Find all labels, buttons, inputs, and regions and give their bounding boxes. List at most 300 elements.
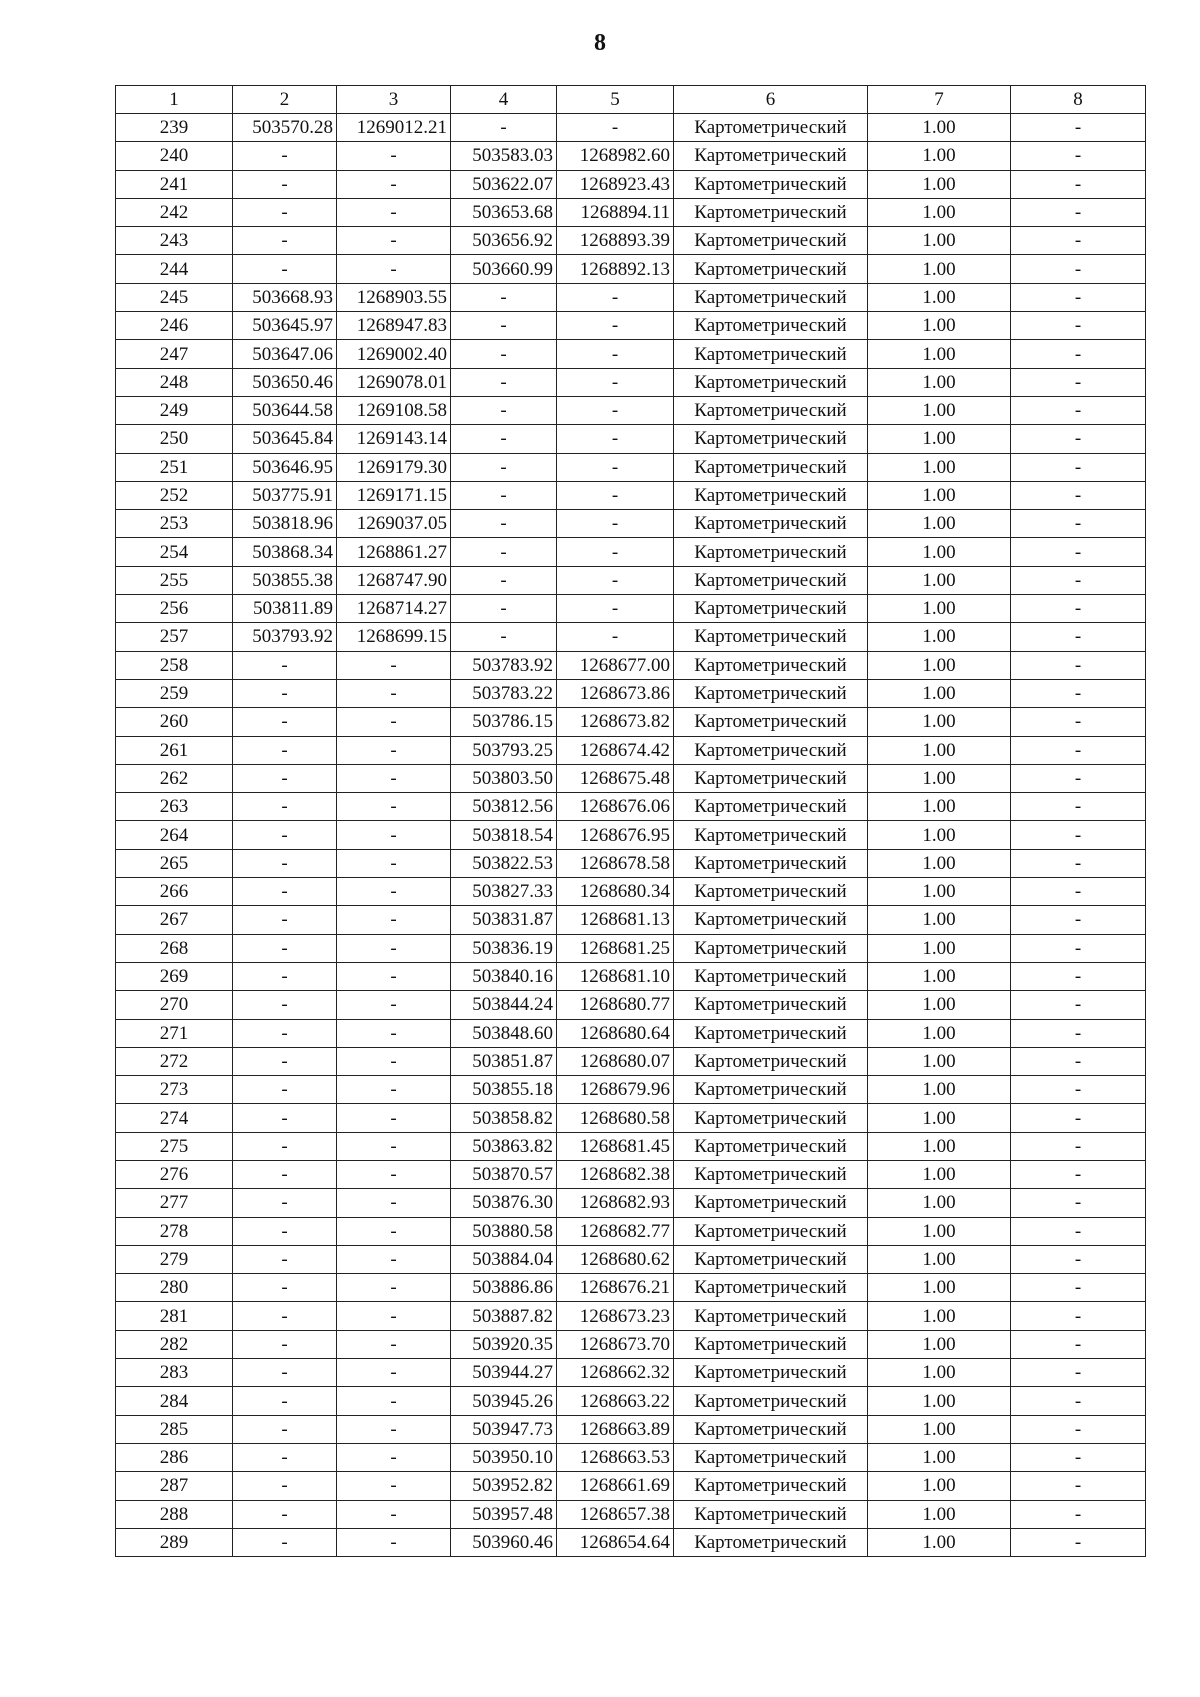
table-cell: 503783.92 <box>451 651 557 679</box>
table-cell: 1.00 <box>868 481 1011 509</box>
table-cell: 273 <box>116 1076 233 1104</box>
table-cell: - <box>1011 425 1146 453</box>
table-cell: - <box>451 283 557 311</box>
table-cell: - <box>1011 1076 1146 1104</box>
table-row <box>116 1019 1146 1047</box>
table-cell: 243 <box>116 227 233 255</box>
table-cell: 1268657.38 <box>557 1500 674 1528</box>
table-cell: 1268676.06 <box>557 793 674 821</box>
table-row <box>116 198 1146 226</box>
table-row <box>116 425 1146 453</box>
table-cell: - <box>233 1415 337 1443</box>
table-cell: 503855.18 <box>451 1076 557 1104</box>
table-cell: 503863.82 <box>451 1132 557 1160</box>
table-cell: 1268654.64 <box>557 1528 674 1556</box>
table-cell: 1.00 <box>868 651 1011 679</box>
table-cell: 241 <box>116 170 233 198</box>
table-cell: - <box>1011 1302 1146 1330</box>
table-cell: 1269108.58 <box>337 396 451 424</box>
table-cell: - <box>557 538 674 566</box>
table-cell: 1.00 <box>868 1330 1011 1358</box>
table-cell: 1268699.15 <box>337 623 451 651</box>
table-cell: 275 <box>116 1132 233 1160</box>
table-cell: - <box>337 142 451 170</box>
table-cell: 1269078.01 <box>337 368 451 396</box>
table-cell: Картометрический <box>674 425 868 453</box>
table-cell: 1.00 <box>868 1076 1011 1104</box>
table-cell: 1.00 <box>868 396 1011 424</box>
table-cell: 503947.73 <box>451 1415 557 1443</box>
table-cell: 1268681.13 <box>557 906 674 934</box>
table-cell: 503656.92 <box>451 227 557 255</box>
table-cell: Картометрический <box>674 255 868 283</box>
table-cell: - <box>233 906 337 934</box>
table-cell: - <box>337 1076 451 1104</box>
table-cell: 287 <box>116 1472 233 1500</box>
table-cell: 1.00 <box>868 227 1011 255</box>
table-row <box>116 340 1146 368</box>
table-cell: Картометрический <box>674 1330 868 1358</box>
table-cell: - <box>1011 198 1146 226</box>
table-cell: - <box>1011 736 1146 764</box>
table-cell: - <box>557 453 674 481</box>
table-cell: 251 <box>116 453 233 481</box>
table-cell: 1268673.70 <box>557 1330 674 1358</box>
table-cell: - <box>1011 1019 1146 1047</box>
table-cell: - <box>1011 1528 1146 1556</box>
table-cell: 265 <box>116 849 233 877</box>
table-cell: 1268680.34 <box>557 878 674 906</box>
table-cell: - <box>337 1019 451 1047</box>
table-cell: - <box>233 1047 337 1075</box>
table-cell: - <box>1011 1330 1146 1358</box>
table-cell: 503646.95 <box>233 453 337 481</box>
table-cell: 267 <box>116 906 233 934</box>
table-cell: 1.00 <box>868 312 1011 340</box>
table-cell: - <box>451 396 557 424</box>
table-cell: - <box>1011 255 1146 283</box>
table-cell: 503786.15 <box>451 708 557 736</box>
table-cell: - <box>451 623 557 651</box>
table-cell: - <box>233 198 337 226</box>
table-cell: 1268663.22 <box>557 1387 674 1415</box>
table-cell: - <box>1011 793 1146 821</box>
table-cell: 1268893.39 <box>557 227 674 255</box>
table-cell: - <box>337 1245 451 1273</box>
table-cell: - <box>451 481 557 509</box>
table-cell: - <box>1011 651 1146 679</box>
table-cell: 503844.24 <box>451 991 557 1019</box>
table-cell: - <box>557 368 674 396</box>
table-cell: - <box>1011 1274 1146 1302</box>
table-cell: Картометрический <box>674 1217 868 1245</box>
table-cell: - <box>451 340 557 368</box>
table-cell: - <box>1011 878 1146 906</box>
table-row <box>116 1217 1146 1245</box>
table-cell: Картометрический <box>674 1415 868 1443</box>
table-cell: - <box>1011 991 1146 1019</box>
table-cell: 503793.25 <box>451 736 557 764</box>
table-cell: - <box>337 878 451 906</box>
table-cell: 283 <box>116 1359 233 1387</box>
table-cell: - <box>337 1359 451 1387</box>
table-cell: 1268681.25 <box>557 934 674 962</box>
table-cell: Картометрический <box>674 708 868 736</box>
table-cell: 1.00 <box>868 1160 1011 1188</box>
table-cell: - <box>451 453 557 481</box>
table-cell: 1.00 <box>868 679 1011 707</box>
coordinates-table <box>115 85 1146 1557</box>
column-header: 2 <box>233 86 337 114</box>
table-cell: 1.00 <box>868 906 1011 934</box>
table-cell: - <box>337 1330 451 1358</box>
table-cell: - <box>233 962 337 990</box>
table-cell: 280 <box>116 1274 233 1302</box>
table-cell: 1268892.13 <box>557 255 674 283</box>
table-cell: 1.00 <box>868 849 1011 877</box>
table-cell: 254 <box>116 538 233 566</box>
page-number: 8 <box>594 30 606 56</box>
table-cell: - <box>337 1217 451 1245</box>
table-cell: Картометрический <box>674 1387 868 1415</box>
table-row <box>116 1047 1146 1075</box>
table-cell: 1268894.11 <box>557 198 674 226</box>
table-cell: 242 <box>116 198 233 226</box>
table-cell: - <box>557 396 674 424</box>
table-cell: - <box>1011 566 1146 594</box>
table-cell: 1268903.55 <box>337 283 451 311</box>
table-cell: - <box>233 1330 337 1358</box>
table-cell: 257 <box>116 623 233 651</box>
table-cell: 1268682.77 <box>557 1217 674 1245</box>
table-cell: 503884.04 <box>451 1245 557 1273</box>
table-row <box>116 227 1146 255</box>
table-cell: 1.00 <box>868 1217 1011 1245</box>
table-cell: 1.00 <box>868 962 1011 990</box>
table-row <box>116 396 1146 424</box>
table-cell: 1.00 <box>868 1104 1011 1132</box>
table-cell: 1.00 <box>868 1415 1011 1443</box>
table-cell: 1.00 <box>868 821 1011 849</box>
table-cell: - <box>1011 538 1146 566</box>
table-cell: Картометрический <box>674 312 868 340</box>
table-cell: Картометрический <box>674 623 868 651</box>
table-row <box>116 114 1146 142</box>
table-cell: 503775.91 <box>233 481 337 509</box>
column-header: 3 <box>337 86 451 114</box>
table-cell: - <box>233 1104 337 1132</box>
table-cell: 1268673.82 <box>557 708 674 736</box>
table-cell: 1.00 <box>868 1359 1011 1387</box>
table-cell: 503870.57 <box>451 1160 557 1188</box>
table-cell: - <box>1011 114 1146 142</box>
table-row <box>116 651 1146 679</box>
table-row <box>116 934 1146 962</box>
table-cell: - <box>1011 1443 1146 1471</box>
table-cell: Картометрический <box>674 481 868 509</box>
table-cell: Картометрический <box>674 1528 868 1556</box>
table-cell: 1268673.86 <box>557 679 674 707</box>
table-cell: 1.00 <box>868 255 1011 283</box>
table-cell: 503645.97 <box>233 312 337 340</box>
table-cell: 289 <box>116 1528 233 1556</box>
table-cell: - <box>337 1302 451 1330</box>
table-cell: 1268661.69 <box>557 1472 674 1500</box>
table-cell: - <box>233 1387 337 1415</box>
table-cell: - <box>233 1274 337 1302</box>
table-row <box>116 991 1146 1019</box>
table-cell: - <box>337 991 451 1019</box>
table-cell: 1269171.15 <box>337 481 451 509</box>
table-cell: - <box>233 1189 337 1217</box>
table-cell: - <box>557 283 674 311</box>
table-cell: - <box>337 708 451 736</box>
table-cell: 503886.86 <box>451 1274 557 1302</box>
table-cell: - <box>1011 1245 1146 1273</box>
table-cell: - <box>337 170 451 198</box>
table-cell: - <box>1011 1104 1146 1132</box>
table-cell: 276 <box>116 1160 233 1188</box>
table-cell: Картометрический <box>674 538 868 566</box>
table-cell: 1268947.83 <box>337 312 451 340</box>
table-cell: 1.00 <box>868 1302 1011 1330</box>
table-cell: - <box>1011 764 1146 792</box>
table-cell: 255 <box>116 566 233 594</box>
table-cell: - <box>1011 453 1146 481</box>
table-cell: - <box>337 255 451 283</box>
table-cell: 503840.16 <box>451 962 557 990</box>
table-cell: - <box>1011 368 1146 396</box>
table-cell: - <box>451 595 557 623</box>
table-cell: - <box>337 962 451 990</box>
table-cell: - <box>233 1217 337 1245</box>
table-cell: 1.00 <box>868 1245 1011 1273</box>
table-cell: 282 <box>116 1330 233 1358</box>
table-cell: - <box>233 255 337 283</box>
table-cell: - <box>1011 170 1146 198</box>
table-cell: Картометрический <box>674 1132 868 1160</box>
table-cell: 1268714.27 <box>337 595 451 623</box>
table-cell: 1.00 <box>868 878 1011 906</box>
table-cell: 1.00 <box>868 510 1011 538</box>
table-cell: - <box>233 764 337 792</box>
table-cell: 261 <box>116 736 233 764</box>
table-row <box>116 1500 1146 1528</box>
table-cell: Картометрический <box>674 764 868 792</box>
table-cell: 503880.58 <box>451 1217 557 1245</box>
table-cell: Картометрический <box>674 453 868 481</box>
table-cell: 503812.56 <box>451 793 557 821</box>
table-cell: 1268674.42 <box>557 736 674 764</box>
table-cell: - <box>233 878 337 906</box>
table-row <box>116 679 1146 707</box>
table-cell: 503622.07 <box>451 170 557 198</box>
table-cell: 244 <box>116 255 233 283</box>
table-cell: - <box>233 651 337 679</box>
table-cell: - <box>233 142 337 170</box>
table-cell: 1268681.45 <box>557 1132 674 1160</box>
table-cell: - <box>337 821 451 849</box>
table-cell: - <box>233 991 337 1019</box>
table-cell: 260 <box>116 708 233 736</box>
table-cell: - <box>233 1076 337 1104</box>
table-cell: - <box>337 227 451 255</box>
table-cell: 1268747.90 <box>337 566 451 594</box>
table-row <box>116 1330 1146 1358</box>
table-cell: Картометрический <box>674 227 868 255</box>
table-cell: 1268676.95 <box>557 821 674 849</box>
table-cell: 1.00 <box>868 1443 1011 1471</box>
table-row <box>116 764 1146 792</box>
table-cell: 503822.53 <box>451 849 557 877</box>
table-cell: 1268680.07 <box>557 1047 674 1075</box>
table-cell: - <box>1011 849 1146 877</box>
table-cell: 503783.22 <box>451 679 557 707</box>
table-cell: - <box>1011 821 1146 849</box>
table-cell: - <box>337 1472 451 1500</box>
table-row <box>116 538 1146 566</box>
table-cell: 503952.82 <box>451 1472 557 1500</box>
table-cell: - <box>451 425 557 453</box>
table-cell: - <box>233 1132 337 1160</box>
table-cell: 1.00 <box>868 453 1011 481</box>
table-cell: - <box>233 1160 337 1188</box>
table-row <box>116 708 1146 736</box>
table-cell: 1.00 <box>868 1528 1011 1556</box>
table-cell: - <box>337 1132 451 1160</box>
table-cell: 1268676.21 <box>557 1274 674 1302</box>
table-cell: - <box>233 1019 337 1047</box>
table-cell: - <box>233 736 337 764</box>
table-cell: - <box>1011 1189 1146 1217</box>
table-cell: 250 <box>116 425 233 453</box>
table-cell: 503811.89 <box>233 595 337 623</box>
table-cell: Картометрический <box>674 651 868 679</box>
table-cell: 503650.46 <box>233 368 337 396</box>
table-row <box>116 1302 1146 1330</box>
table-cell: 503644.58 <box>233 396 337 424</box>
table-row <box>116 255 1146 283</box>
table-cell: - <box>233 708 337 736</box>
table-cell: 1268861.27 <box>337 538 451 566</box>
table-cell: - <box>337 651 451 679</box>
table-cell: 1.00 <box>868 991 1011 1019</box>
table-row <box>116 1359 1146 1387</box>
table-cell: 1.00 <box>868 1387 1011 1415</box>
table-cell: - <box>1011 312 1146 340</box>
table-cell: - <box>557 481 674 509</box>
table-cell: 503855.38 <box>233 566 337 594</box>
table-cell: Картометрический <box>674 679 868 707</box>
table-cell: - <box>337 1104 451 1132</box>
table-cell: 1.00 <box>868 198 1011 226</box>
table-cell: - <box>337 1189 451 1217</box>
table-cell: - <box>557 623 674 651</box>
table-row <box>116 312 1146 340</box>
table-cell: 1268680.58 <box>557 1104 674 1132</box>
column-header: 6 <box>674 86 868 114</box>
table-cell: 1268662.32 <box>557 1359 674 1387</box>
table-cell: 503887.82 <box>451 1302 557 1330</box>
table-cell: - <box>1011 1132 1146 1160</box>
table-cell: Картометрический <box>674 1472 868 1500</box>
table-cell: 1268663.53 <box>557 1443 674 1471</box>
table-cell: 1.00 <box>868 1189 1011 1217</box>
table-cell: - <box>1011 1415 1146 1443</box>
table-cell: - <box>1011 962 1146 990</box>
table-row <box>116 1443 1146 1471</box>
table-cell: - <box>1011 340 1146 368</box>
table-cell: Картометрический <box>674 1104 868 1132</box>
table-cell: 1268680.77 <box>557 991 674 1019</box>
table-cell: - <box>557 312 674 340</box>
table-cell: Картометрический <box>674 1160 868 1188</box>
table-cell: Картометрический <box>674 510 868 538</box>
table-cell: Картометрический <box>674 340 868 368</box>
table-row <box>116 962 1146 990</box>
table-cell: 286 <box>116 1443 233 1471</box>
table-cell: 1268682.38 <box>557 1160 674 1188</box>
table-cell: Картометрический <box>674 736 868 764</box>
table-cell: 1.00 <box>868 1274 1011 1302</box>
table-cell: - <box>451 566 557 594</box>
table-cell: Картометрический <box>674 878 868 906</box>
table-row <box>116 510 1146 538</box>
table-cell: 503818.54 <box>451 821 557 849</box>
table-cell: Картометрический <box>674 793 868 821</box>
column-header: 4 <box>451 86 557 114</box>
table-cell: 258 <box>116 651 233 679</box>
table-cell: 1268680.62 <box>557 1245 674 1273</box>
table-cell: - <box>337 1415 451 1443</box>
table-cell: 1268682.93 <box>557 1189 674 1217</box>
table-cell: - <box>451 368 557 396</box>
table-cell: - <box>1011 708 1146 736</box>
table-cell: - <box>451 114 557 142</box>
table-row <box>116 1132 1146 1160</box>
table-cell: - <box>337 764 451 792</box>
table-cell: - <box>1011 481 1146 509</box>
table-cell: 278 <box>116 1217 233 1245</box>
table-cell: 271 <box>116 1019 233 1047</box>
table-row <box>116 1104 1146 1132</box>
table-cell: - <box>557 510 674 538</box>
table-cell: Картометрический <box>674 198 868 226</box>
table-cell: Картометрический <box>674 283 868 311</box>
table-cell: 1.00 <box>868 425 1011 453</box>
table-cell: - <box>337 906 451 934</box>
table-cell: Картометрический <box>674 821 868 849</box>
table-cell: 277 <box>116 1189 233 1217</box>
table-cell: - <box>557 425 674 453</box>
table-cell: 264 <box>116 821 233 849</box>
table-cell: 245 <box>116 283 233 311</box>
table-cell: 252 <box>116 481 233 509</box>
table-cell: 503848.60 <box>451 1019 557 1047</box>
table-cell: 1.00 <box>868 623 1011 651</box>
table-cell: 248 <box>116 368 233 396</box>
table-cell: 1268673.23 <box>557 1302 674 1330</box>
table-cell: 1.00 <box>868 368 1011 396</box>
table-cell: - <box>1011 934 1146 962</box>
table-cell: Картометрический <box>674 906 868 934</box>
table-cell: Картометрический <box>674 114 868 142</box>
table-cell: 269 <box>116 962 233 990</box>
table-cell: 1.00 <box>868 934 1011 962</box>
table-cell: 503836.19 <box>451 934 557 962</box>
table-cell: - <box>1011 1500 1146 1528</box>
table-cell: - <box>1011 623 1146 651</box>
